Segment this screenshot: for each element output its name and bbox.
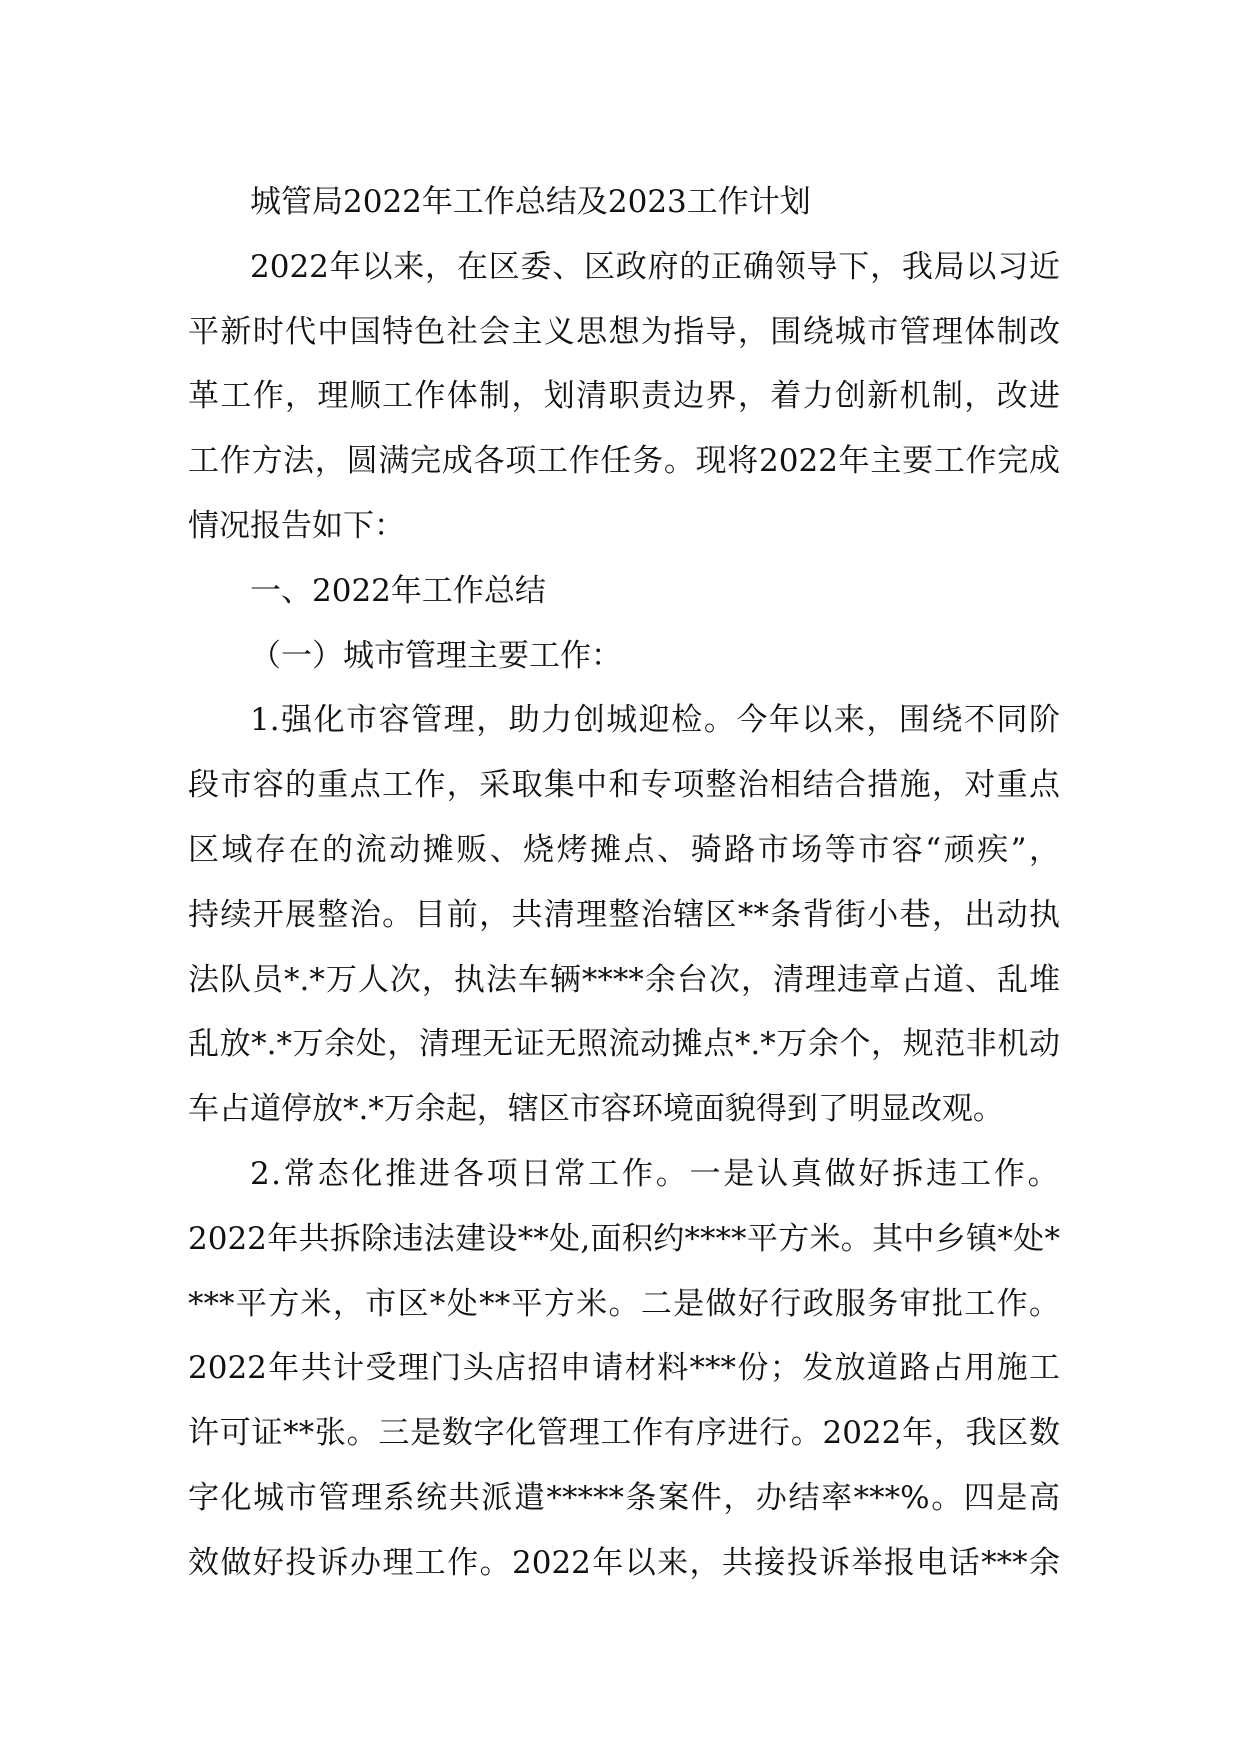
paragraph-line: 2022年共拆除违法建设**处,面积约****平方米。其中乡镇*处* bbox=[188, 1220, 1060, 1257]
subsection-heading: （一）城市管理主要工作： bbox=[250, 637, 622, 674]
paragraph-line: 段市容的重点工作，采取集中和专项整治相结合措施，对重点 bbox=[188, 767, 1060, 804]
paragraph-line: ***平方米，市区*处**平方米。二是做好行政服务审批工作。 bbox=[188, 1285, 1060, 1322]
document-page bbox=[188, 170, 1060, 1596]
paragraph-line: 2.常态化推进各项日常工作。一是认真做好拆违工作。 bbox=[250, 1155, 1060, 1192]
paragraph-line: 效做好投诉办理工作。2022年以来，共接投诉举报电话***余 bbox=[188, 1544, 1060, 1581]
paragraph-intro bbox=[188, 235, 1060, 559]
paragraph-line: 1.强化市容管理，助力创城迎检。今年以来，围绕不同阶 bbox=[250, 702, 1060, 739]
section-heading: 一、2022年工作总结 bbox=[250, 572, 546, 609]
paragraph-line: 字化城市管理系统共派遣*****条案件，办结率***%。四是高 bbox=[188, 1479, 1060, 1516]
paragraph-line: 法队员*.*万人次，执法车辆****余台次，清理违章占道、乱堆 bbox=[188, 961, 1060, 998]
paragraph-line: 情况报告如下： bbox=[188, 507, 405, 544]
paragraph-line: 区域存在的流动摊贩、烧烤摊点、骑路市场等市容“顽疾”， bbox=[188, 831, 1060, 868]
paragraph-line: 2022年共计受理门头店招申请材料***份；发放道路占用施工 bbox=[188, 1350, 1060, 1387]
paragraph-line: 革工作，理顺工作体制，划清职责边界，着力创新机制，改进 bbox=[188, 378, 1060, 415]
paragraph-line: 乱放*.*万余处，清理无证无照流动摊点*.*万余个，规范非机动 bbox=[188, 1026, 1060, 1063]
paragraph-line: 工作方法，圆满完成各项工作任务。现将2022年主要工作完成 bbox=[188, 443, 1060, 480]
paragraph-line: 2022年以来，在区委、区政府的正确领导下，我局以习近 bbox=[250, 248, 1060, 285]
paragraph-line: 车占道停放*.*万余起，辖区市容环境面貌得到了明显改观。 bbox=[188, 1091, 1004, 1128]
paragraph-line: 持续开展整治。目前，共清理整治辖区**条背街小巷，出动执 bbox=[188, 896, 1060, 933]
paragraph-daily-work bbox=[188, 1142, 1060, 1596]
paragraph-line: 平新时代中国特色社会主义思想为指导，围绕城市管理体制改 bbox=[188, 313, 1060, 350]
document-title: 城管局2022年工作总结及2023工作计划 bbox=[250, 184, 811, 220]
paragraph-line: 许可证**张。三是数字化管理工作有序进行。2022年，我区数 bbox=[188, 1415, 1060, 1452]
paragraph-city-appearance bbox=[188, 688, 1060, 1142]
